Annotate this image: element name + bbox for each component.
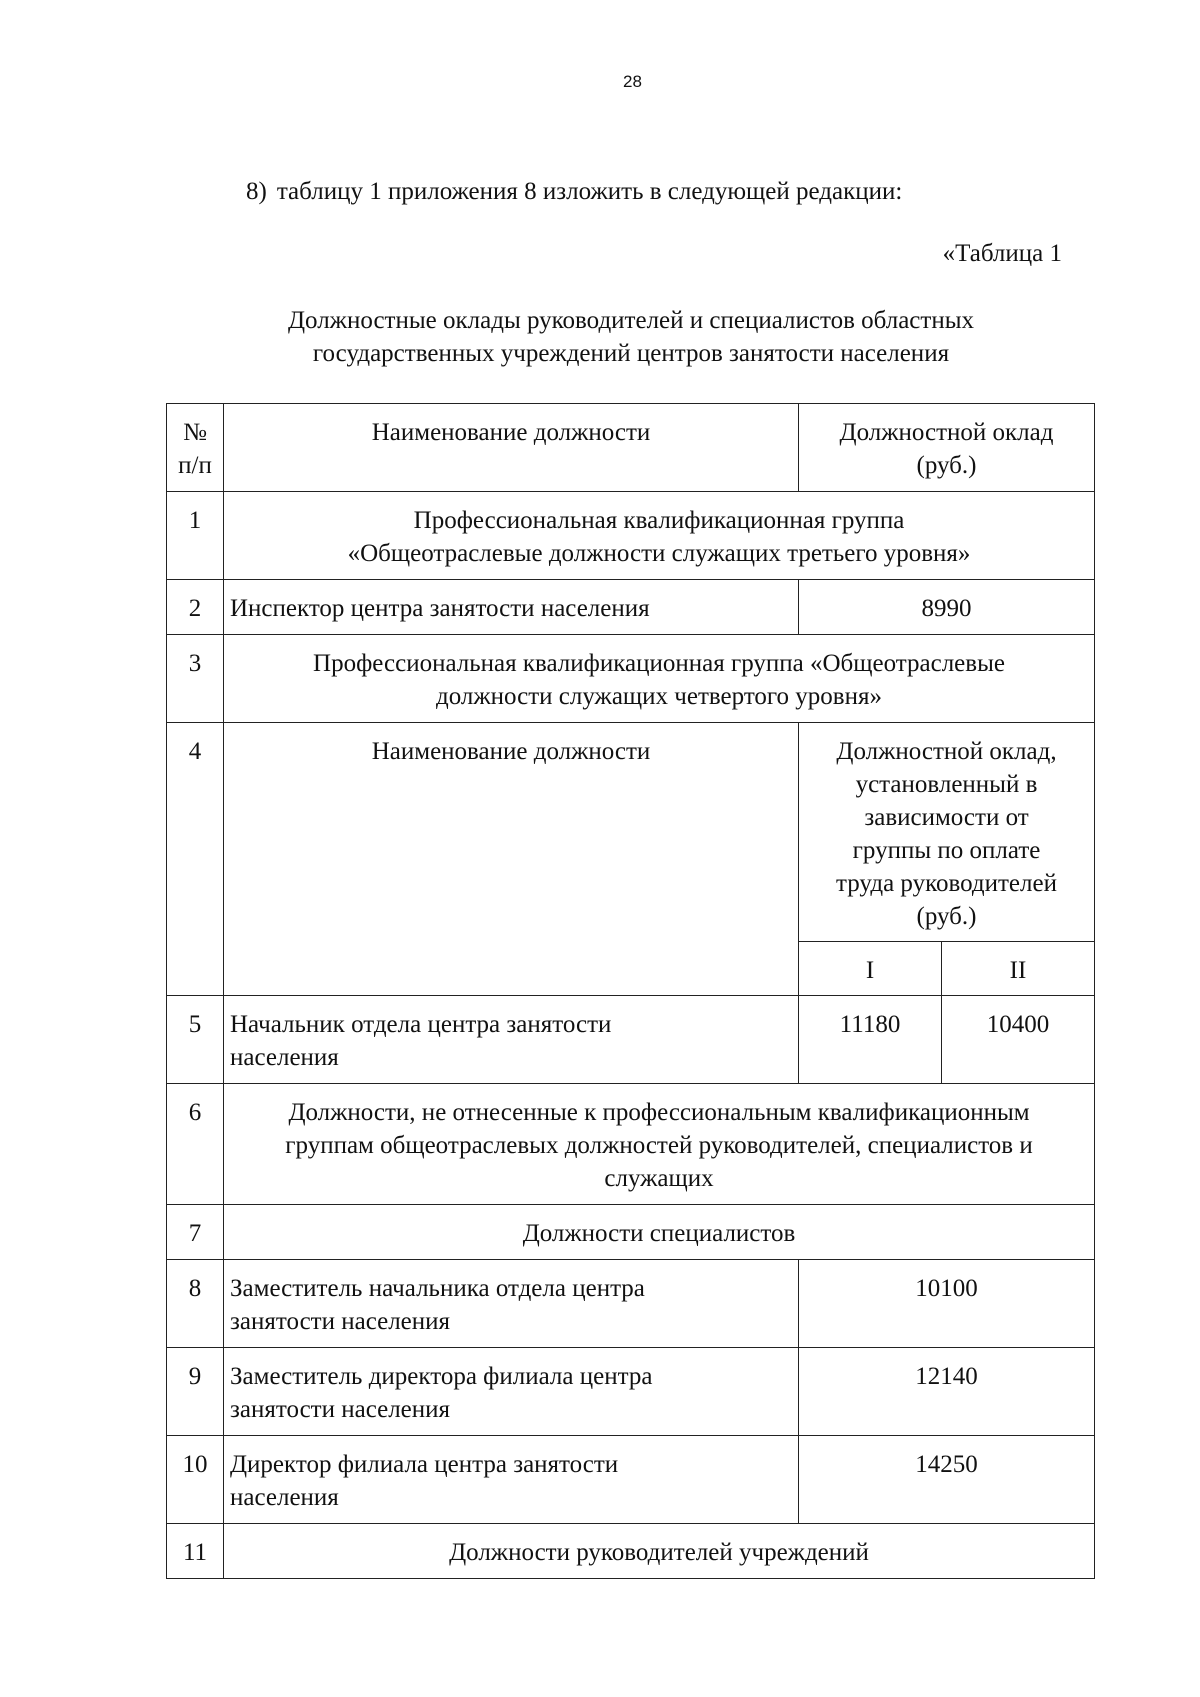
table-reference: «Таблица 1: [942, 240, 1062, 267]
salary-cell: 8990: [799, 580, 1095, 635]
table-row: [167, 1436, 1095, 1524]
group-heading-line: Должности, не отнесенные к профессиональным квалификационным: [288, 1099, 1030, 1126]
subheader-salary-line: Должностной оклад,: [836, 738, 1057, 765]
intro-item-number: 8): [246, 178, 267, 205]
position-line: Директор филиала центра занятости: [230, 1451, 619, 1478]
subheader-salary-cell: [799, 723, 1095, 942]
table-row: [167, 1524, 1095, 1579]
position-cell: [224, 1348, 799, 1436]
header-salary-cell: [799, 404, 1095, 492]
group-heading-line: «Общеотраслевые должности служащих третьего уровня»: [347, 540, 971, 567]
group-heading-line: Профессиональная квалификационная группа «Общеотраслевые: [313, 650, 1005, 677]
header-number-symbol: №: [183, 419, 207, 446]
section-heading-cell: Должности руководителей учреждений: [224, 1524, 1095, 1579]
salary-group-2-cell: 10400: [942, 996, 1095, 1084]
title-line-1: Должностные оклады руководителей и специалистов областных: [287, 307, 975, 334]
table-row: [167, 492, 1095, 580]
group-column-1: I: [799, 942, 942, 996]
row-number: 11: [167, 1524, 224, 1579]
position-line: Заместитель начальника отдела центра: [230, 1275, 645, 1302]
salary-cell: 10100: [799, 1260, 1095, 1348]
subheader-position-cell: Наименование должности: [224, 723, 799, 996]
header-salary-label: Должностной оклад: [839, 419, 1054, 446]
table-row: [167, 723, 1095, 942]
position-cell: [224, 1436, 799, 1524]
table-header-row: [167, 404, 1095, 492]
group-heading-cell: [224, 1084, 1095, 1205]
position-line: занятости населения: [230, 1308, 451, 1335]
group-column-2: II: [942, 942, 1095, 996]
table-row: [167, 996, 1095, 1084]
intro-text: таблицу 1 приложения 8 изложить в следующей редакции:: [276, 178, 903, 205]
position-cell: Инспектор центра занятости населения: [224, 580, 799, 635]
row-number: 1: [167, 492, 224, 580]
header-number-abbrev: п/п: [178, 452, 212, 479]
group-heading-cell: [224, 492, 1095, 580]
salary-group-1-cell: 11180: [799, 996, 942, 1084]
title-line-2: государственных учреждений центров занятости населения: [312, 340, 950, 367]
row-number: 8: [167, 1260, 224, 1348]
group-heading-cell: [224, 635, 1095, 723]
table-row: [167, 1260, 1095, 1348]
position-line: Начальник отдела центра занятости: [230, 1011, 612, 1038]
intro-paragraph: [246, 178, 902, 206]
header-salary-unit: (руб.): [916, 452, 977, 479]
row-number: 7: [167, 1205, 224, 1260]
position-line: населения: [230, 1044, 339, 1071]
subheader-salary-line: установленный в: [855, 771, 1038, 798]
salary-cell: 12140: [799, 1348, 1095, 1436]
subheader-salary-line: труда руководителей: [836, 870, 1057, 897]
document-title: [166, 304, 1096, 370]
header-position-cell: Наименование должности: [224, 404, 799, 492]
group-heading-line: должности служащих четвертого уровня»: [436, 683, 882, 710]
row-number: 5: [167, 996, 224, 1084]
page-number: 28: [623, 72, 642, 91]
position-line: занятости населения: [230, 1396, 451, 1423]
section-heading-cell: Должности специалистов: [224, 1205, 1095, 1260]
row-number: 9: [167, 1348, 224, 1436]
subheader-salary-line: зависимости от: [864, 804, 1029, 831]
group-heading-line: служащих: [604, 1165, 714, 1192]
row-number: 10: [167, 1436, 224, 1524]
table-row: [167, 1205, 1095, 1260]
row-number: 6: [167, 1084, 224, 1205]
header-number-cell: [167, 404, 224, 492]
group-heading-line: группам общеотраслевых должностей руководителей, специалистов и: [285, 1132, 1033, 1159]
table-row: [167, 580, 1095, 635]
row-number: 4: [167, 723, 224, 996]
row-number: 2: [167, 580, 224, 635]
position-cell: [224, 996, 799, 1084]
subheader-salary-line: (руб.): [916, 903, 977, 930]
table-row: [167, 635, 1095, 723]
table-row: [167, 1084, 1095, 1205]
position-line: населения: [230, 1484, 339, 1511]
row-number: 3: [167, 635, 224, 723]
subheader-salary-line: группы по оплате: [852, 837, 1041, 864]
salary-table: [166, 403, 1095, 1579]
group-heading-line: Профессиональная квалификационная группа: [413, 507, 905, 534]
table-row: [167, 1348, 1095, 1436]
position-line: Заместитель директора филиала центра: [230, 1363, 653, 1390]
position-cell: [224, 1260, 799, 1348]
salary-cell: 14250: [799, 1436, 1095, 1524]
